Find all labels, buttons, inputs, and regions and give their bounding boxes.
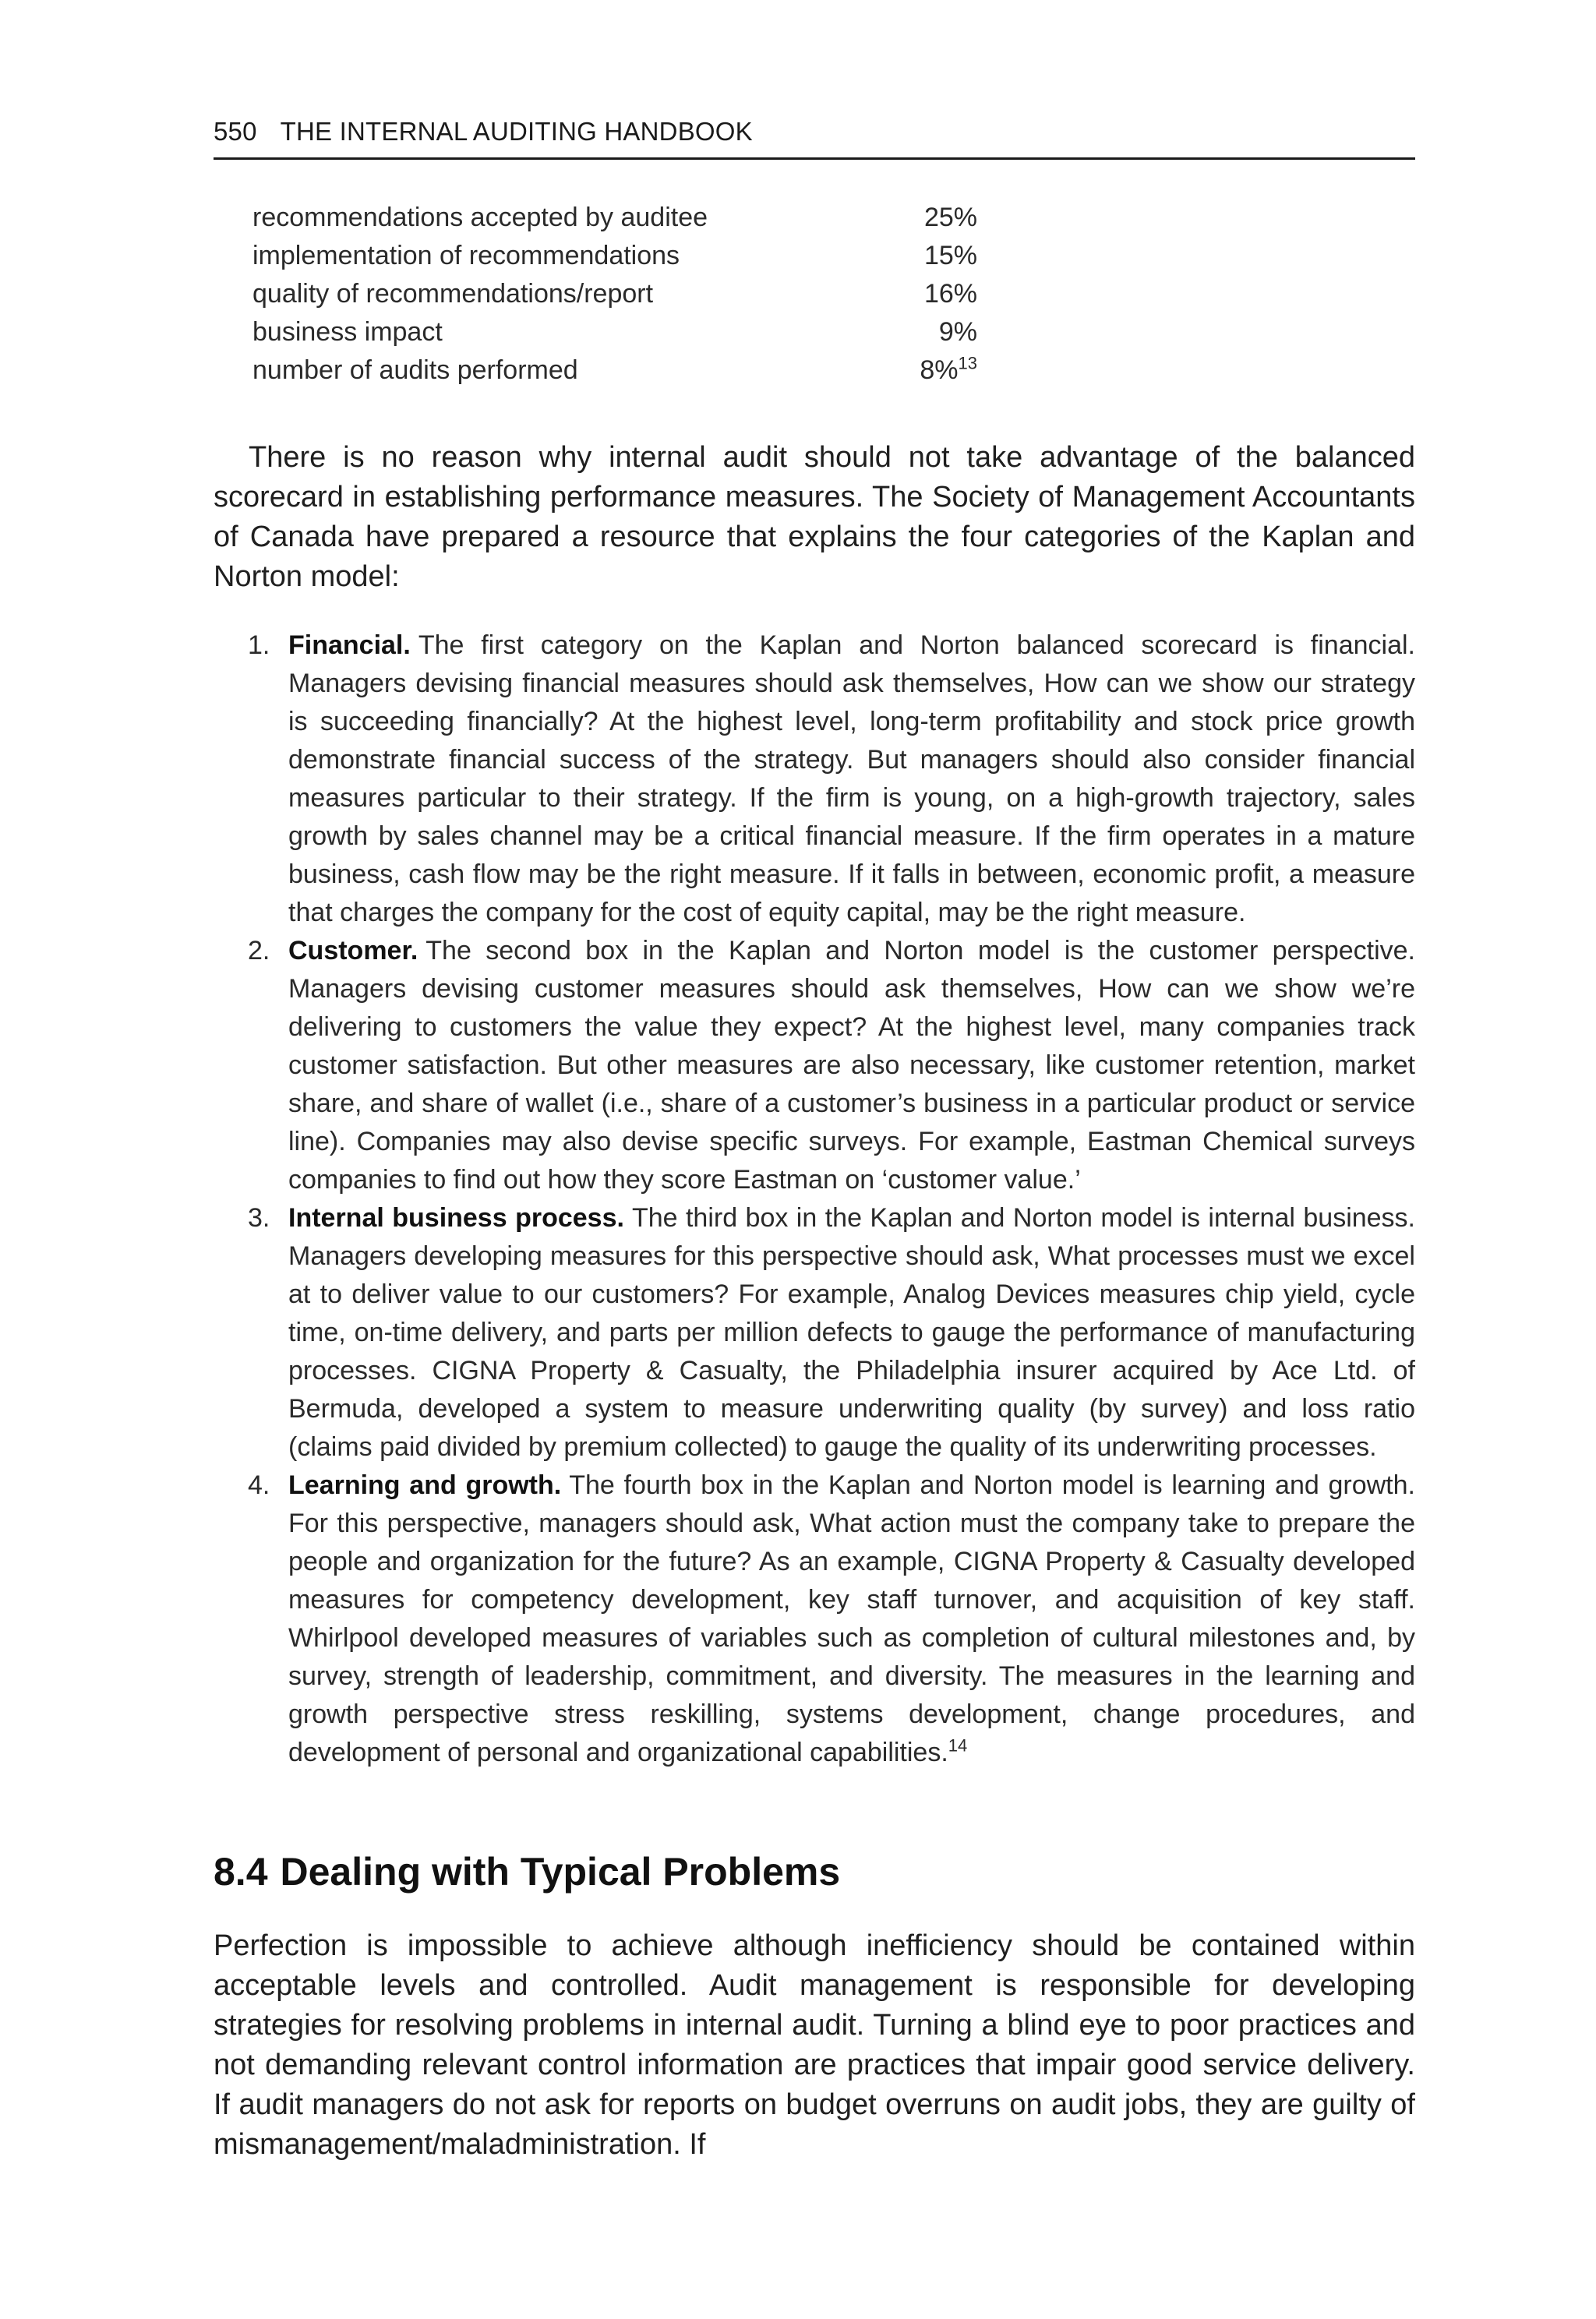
section-number: 8.4: [214, 1850, 268, 1894]
stats-row: [252, 237, 977, 275]
stats-value: 15%: [923, 241, 977, 270]
running-header: [214, 117, 1415, 160]
list-text: The third box in the Kaplan and Norton model is internal business. Managers developing measures for this perspective should ask, What processes must we excel at to deliver value to our customers? For example, Analog Devices measures chip yield, cycle time, on-time delivery, and parts per million defects to gauge the performance of manufacturing processes. CIGNA Property & Casualty, the Philadelphia insurer acquired by Ace Ltd. of Bermuda, developed a system to measure underwriting quality (by survey) and loss ratio (claims paid divided by premium collected) to gauge the quality of its underwriting processes.: [288, 1203, 1416, 1462]
stats-row: [252, 275, 977, 313]
page: [214, 117, 1415, 2165]
stats-row: [252, 313, 977, 351]
page-number: 550: [214, 117, 257, 146]
stats-metric: business impact: [252, 317, 443, 347]
section-heading: [214, 1848, 1415, 1895]
stats-row: [252, 351, 977, 390]
stats-value: 16%: [923, 279, 977, 309]
footnote-ref: 14: [948, 1735, 968, 1756]
list-number: 1.: [248, 630, 270, 660]
list-number: 3.: [248, 1203, 270, 1233]
stats-row: [252, 199, 977, 237]
section-title: Dealing with Typical Problems: [280, 1850, 841, 1894]
list-number: 4.: [248, 1470, 270, 1500]
stats-metric: recommendations accepted by auditee: [252, 203, 708, 232]
list-item-financial: [248, 627, 1415, 932]
list-term: Internal business process.: [288, 1203, 624, 1233]
stats-value: 9%: [938, 317, 977, 347]
stats-metric: number of audits performed: [252, 355, 578, 385]
list-text: The second box in the Kaplan and Norton model is the customer perspective. Managers devising customer measures should ask themselves, How can we show we’re delivering to customers the value they expect? At the highest level, many companies track customer satisfaction. But other measures are also necessary, like customer retention, market share, and share of wallet (i.e., share of a customer’s business in a particular product or service line). Companies may also devise specific surveys. For example, Eastman Chemical surveys companies to find out how they score Eastman on ‘customer value.’: [288, 936, 1415, 1195]
list-text: The fourth box in the Kaplan and Norton model is learning and growth. For this perspective, managers should ask, What action must the company take to prepare the people and organization for the future? As an example, CIGNA Property & Casualty developed measures for competency development, key staff turnover, and acquisition of key staff. Whirlpool developed measures of variables such as completion of cultural milestones and, by survey, strength of leadership, commitment, and diversity. The measures in the learning and growth perspective stress reskilling, systems development, change procedures, and development of personal and organizational capabilities.: [288, 1470, 1415, 1767]
stats-value: 25%: [923, 203, 977, 232]
list-item-internal-business-process: [248, 1199, 1416, 1467]
stats-value: 8%$^{13}$: [920, 353, 977, 385]
scorecard-categories-list: [214, 627, 1415, 1772]
stats-metric: implementation of recommendations: [252, 241, 680, 270]
list-item-learning-and-growth: [248, 1467, 1415, 1772]
list-item-customer: [248, 932, 1415, 1199]
list-term: Customer.: [288, 936, 418, 965]
intro-paragraph: There is no reason why internal audit should not take advantage of the balanced scorecard in establishing performance measures. The Society of Management Accountants of Canada have prepared a resource that explains the four categories of the Kaplan and Norton model:: [214, 441, 1415, 593]
book-title: THE INTERNAL AUDITING HANDBOOK: [280, 117, 753, 146]
list-term: Learning and growth.: [288, 1470, 562, 1500]
closing-paragraph: Perfection is impossible to achieve although inefficiency should be contained within acceptable levels and controlled. Audit management is responsible for developing strategies for resolving problems in internal audit. Turning a blind eye to poor practices and not demanding relevant control information are practices that impair good service delivery. If audit managers do not ask for reports on budget overruns on audit jobs, they are guilty of mismanagement/maladministration. If: [214, 1929, 1415, 2161]
stats-table: [252, 199, 977, 390]
list-number: 2.: [248, 936, 270, 965]
footnote-ref: 13: [958, 353, 977, 373]
stats-metric: quality of recommendations/report: [252, 279, 654, 309]
list-text: The first category on the Kaplan and Norton balanced scorecard is financial. Managers devising financial measures should ask themselves, How can we show our strategy is succeeding financially? At the highest level, long-term profitability and stock price growth demonstrate financial success of the strategy. But managers should also consider financial measures particular to their strategy. If the firm is young, on a high-growth trajectory, sales growth by sales channel may be a critical financial measure. If the firm operates in a mature business, cash flow may be the right measure. If it falls in between, economic profit, a measure that charges the company for the cost of equity capital, may be the right measure.: [288, 630, 1415, 927]
list-term: Financial.: [288, 630, 411, 660]
